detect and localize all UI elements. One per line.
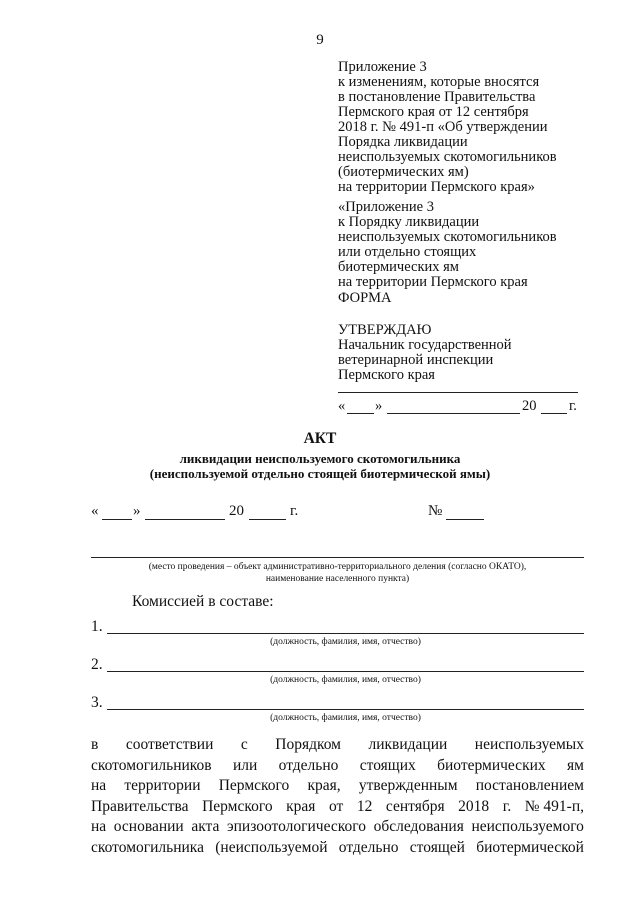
word: Пермского [202,797,273,815]
place-caption-line1: (место проведения – объект административно-территориального деления (согласно ОКАТО), [148,562,527,572]
approval-date-open: « [338,398,346,414]
word: на [91,818,107,835]
approval-year-suffix: г. [569,398,577,414]
body-line [91,817,584,838]
word: скотомогильников [91,756,212,774]
word: акта [191,818,220,835]
word: от [328,797,344,815]
member-1-field[interactable] [107,633,584,634]
appendix2-line: неиспользуемых скотомогильников [338,229,557,245]
place-caption [91,561,584,585]
approval-year-prefix: 20 [522,398,537,414]
word: с [240,736,248,753]
word: ям [567,756,584,774]
word: отдельно [278,756,339,774]
word: территории [124,777,201,794]
word: основании [113,818,184,835]
act-title: АКТ [303,430,337,447]
word: Порядком [275,736,341,753]
appendix-line: (биотермических ям) [338,164,469,180]
appendix2-line: на территории Пермского края [338,274,528,290]
commission-label: Комиссией в составе: [132,593,274,610]
word: соответствии [125,736,214,753]
word: сентября [385,797,445,815]
act-subtitle-line1: ликвидации неиспользуемого скотомогильника [179,451,461,466]
approval-date-close: » [375,398,383,414]
appendix2-line: «Приложение 3 [338,199,434,215]
word: края [286,797,316,815]
appendix-procedure-block [338,200,628,290]
act-year-suffix: г. [290,503,299,519]
act-day-field[interactable] [102,519,132,520]
member-caption: (должность, фамилия, имя, отчество) [270,675,421,685]
appendix2-line: к Порядку ликвидации [338,214,480,230]
appendix-line: к изменениям, которые вносятся [338,74,540,90]
word: биотермических [437,756,546,774]
act-number-field[interactable] [446,519,484,520]
body-line [91,756,584,777]
approval-day-field[interactable] [347,413,374,414]
word: на [91,777,107,794]
appendix-line: на территории Пермского края» [338,179,535,195]
act-year-prefix: 20 [229,503,244,519]
member-caption: (должность, фамилия, имя, отчество) [270,637,421,647]
appendix-line: Пермского края от 12 сентября [338,104,529,120]
approval-line: Начальник государственной [338,337,512,353]
page-number: 9 [316,32,324,48]
approval-block [338,323,628,383]
body-line [91,838,584,859]
appendix-line: 2018 г. № 491-п «Об утверждении [338,119,548,135]
word: в [91,736,99,753]
place-field[interactable] [91,557,584,558]
word: отдельно [338,838,399,856]
appendix2-line: или отдельно стоящих [338,244,477,260]
body-line [91,735,584,756]
member-number: 3. [91,694,103,711]
word: или [232,756,258,774]
act-subtitle-line2: (неиспользуемой отдельно стоящей биотермической ямы) [149,466,491,481]
member-2-field[interactable] [107,671,584,672]
word: неиспользуемых [474,736,584,753]
word: эпизоотологического [226,818,366,835]
act-number-sign: № [428,503,443,519]
word: Правительства [91,797,189,815]
approval-year-field[interactable] [541,413,567,414]
act-month-field[interactable] [145,519,225,520]
form-label: ФОРМА [338,290,392,306]
word: скотомогильника [91,838,204,856]
member-3-field[interactable] [107,709,584,710]
word: постановлением [475,777,584,794]
word: края, [307,777,341,794]
word: неиспользуемого [471,818,584,835]
word: ликвидации [368,736,448,753]
word: Пермского [218,777,290,794]
appendix2-line: биотермических ям [338,259,459,275]
word: обследования [373,818,464,835]
word: 12 [356,797,373,815]
word: № 491-п, [524,797,584,815]
word: г. [502,797,512,815]
appendix-line: Порядка ликвидации [338,134,468,150]
body-paragraph [91,735,584,858]
appendix-line: неиспользуемых скотомогильников [338,149,557,165]
signature-line[interactable] [338,392,578,393]
appendix-block [338,60,628,195]
word: стоящих [359,756,416,774]
act-year-field[interactable] [249,519,286,520]
place-caption-line2: наименование населенного пункта) [265,574,410,584]
body-line [91,797,584,818]
member-caption: (должность, фамилия, имя, отчество) [270,713,421,723]
approval-month-field[interactable] [387,413,520,414]
member-number: 2. [91,656,103,673]
member-number: 1. [91,618,103,635]
word: стоящей [409,838,465,856]
act-date-close: » [133,503,141,519]
word: биотермической [476,838,584,856]
word: 2018 [458,797,490,815]
body-line [91,776,584,797]
approval-line: Пермского края [338,367,435,383]
approval-title: УТВЕРЖДАЮ [338,322,432,338]
appendix-line: Приложение 3 [338,59,427,75]
approval-line: ветеринарной инспекции [338,352,494,368]
word: утвержденным [358,777,458,794]
word: (неиспользуемой [215,838,328,856]
appendix-line: в постановление Правительства [338,89,536,105]
act-date-open: « [91,503,99,519]
